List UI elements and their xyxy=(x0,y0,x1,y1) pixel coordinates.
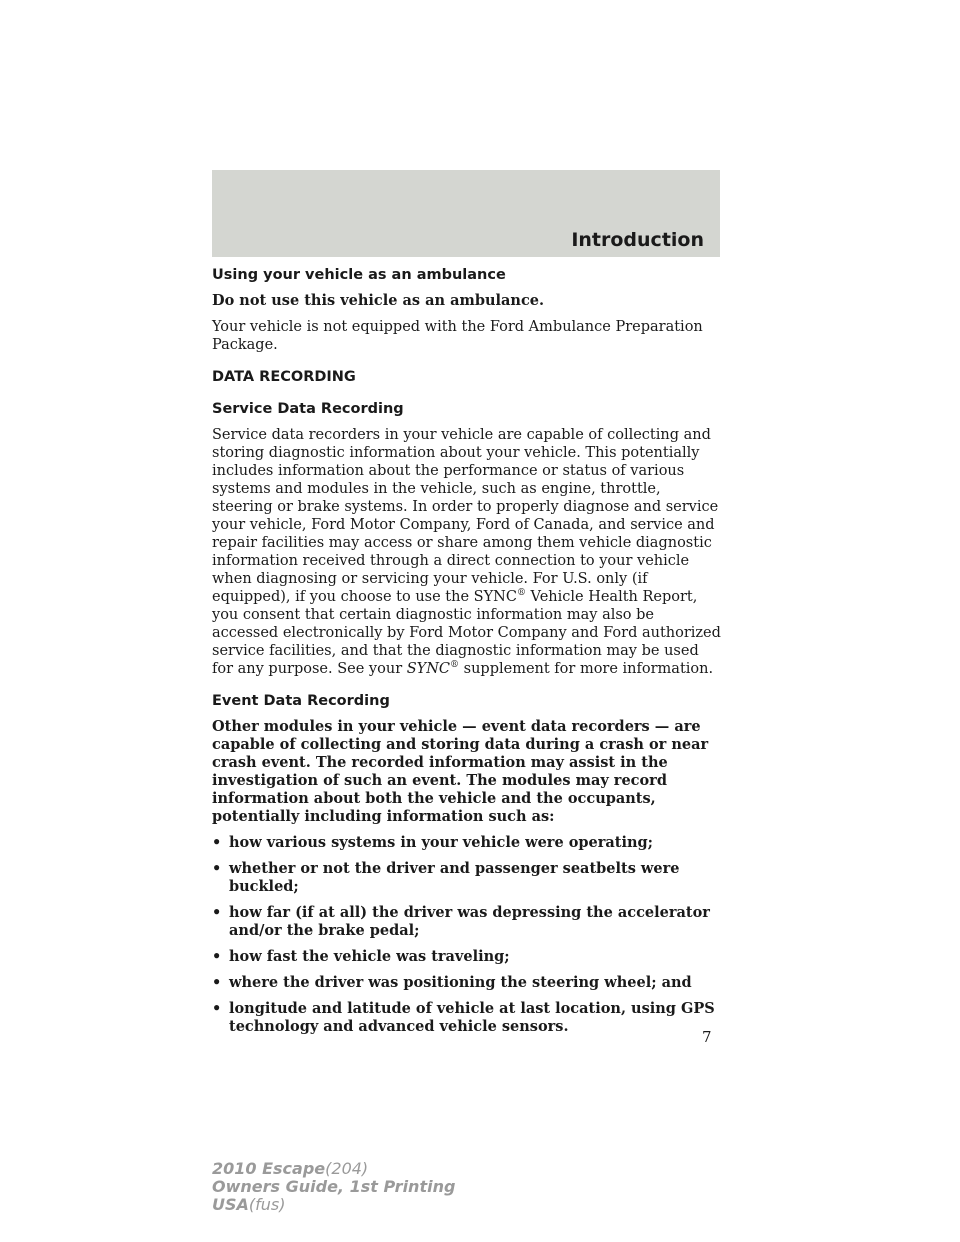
list-item-text: where the driver was positioning the steering wheel; and xyxy=(229,974,692,991)
ambulance-heading: Using your vehicle as an ambulance xyxy=(212,267,506,283)
registered-mark-2: ® xyxy=(450,660,460,671)
footer-market: USA xyxy=(212,1195,249,1214)
list-item-text: how far (if at all) the driver was depressing the accelerator and/or the brake pedal; xyxy=(229,904,710,939)
bullet-icon: • xyxy=(212,948,222,965)
list-item xyxy=(212,860,724,896)
footer-market-code: (fus) xyxy=(248,1195,286,1214)
bullet-icon: • xyxy=(212,834,222,851)
registered-mark: ® xyxy=(516,588,526,599)
bullet-icon: • xyxy=(212,974,222,991)
ambulance-warning: Do not use this vehicle as an ambulance. xyxy=(212,292,545,309)
event-data-list xyxy=(212,834,724,1036)
page-content xyxy=(212,266,724,1044)
list-item-text: whether or not the driver and passenger seatbelts were buckled; xyxy=(229,860,680,895)
list-item xyxy=(212,834,724,852)
list-item xyxy=(212,948,724,966)
list-item-text: how fast the vehicle was traveling; xyxy=(229,948,510,965)
service-data-heading: Service Data Recording xyxy=(212,401,404,417)
list-item xyxy=(212,974,724,992)
list-item xyxy=(212,1000,724,1036)
sync-italic: SYNC xyxy=(406,661,451,677)
print-footer xyxy=(212,1160,455,1214)
footer-line-3 xyxy=(212,1196,455,1214)
service-body-part1: Service data recorders in your vehicle are capable of collecting and storing diagnostic information about your vehicle. This potentially includes information about the performance or status of various systems and modules in the vehicle, such as engine, throttle, steering or brake systems. In order to properly diagnose and service your vehicle, Ford Motor Company, Ford of Canada, and service and repair facilities may access or share among them vehicle diagnostic information received through a direct connection to your vehicle when diagnosing or servicing your vehicle. For U.S. only (if equipped), if you choose to use the SYNC xyxy=(212,427,719,605)
bullet-icon: • xyxy=(212,904,222,921)
list-item xyxy=(212,904,724,940)
footer-model: 2010 Escape xyxy=(212,1159,326,1178)
bullet-icon: • xyxy=(212,860,222,877)
footer-model-code: (204) xyxy=(325,1159,369,1178)
section-header-band xyxy=(212,170,720,257)
footer-line-2: Owners Guide, 1st Printing xyxy=(212,1177,456,1196)
service-body-part2: Vehicle Health Report, you consent that certain diagnostic information may also be accessed electronically by Ford Motor Company and Ford authorized service facilities, and that the diagnostic information may be used for any purpose. See your xyxy=(212,589,721,677)
data-recording-heading: DATA RECORDING xyxy=(212,369,356,385)
event-data-intro: Other modules in your vehicle — event data recorders — are capable of collecting and storing data during a crash or near crash event. The recorded information may assist in the investigation of such an event. The modules may record information about both the vehicle and the occupants, potentially including information such as: xyxy=(212,718,709,825)
list-item-text: longitude and latitude of vehicle at last location, using GPS technology and advanced vehicle sensors. xyxy=(229,1000,715,1035)
section-title: Introduction xyxy=(571,229,704,251)
list-item-text: how various systems in your vehicle were operating; xyxy=(229,834,654,851)
ambulance-body: Your vehicle is not equipped with the Ford Ambulance Preparation Package. xyxy=(212,319,703,353)
service-body-part3: supplement for more information. xyxy=(459,661,714,677)
bullet-icon: • xyxy=(212,1000,222,1017)
service-data-body xyxy=(212,426,724,678)
page-number: 7 xyxy=(702,1028,712,1046)
footer-line-1 xyxy=(212,1160,455,1178)
event-data-heading: Event Data Recording xyxy=(212,693,390,709)
